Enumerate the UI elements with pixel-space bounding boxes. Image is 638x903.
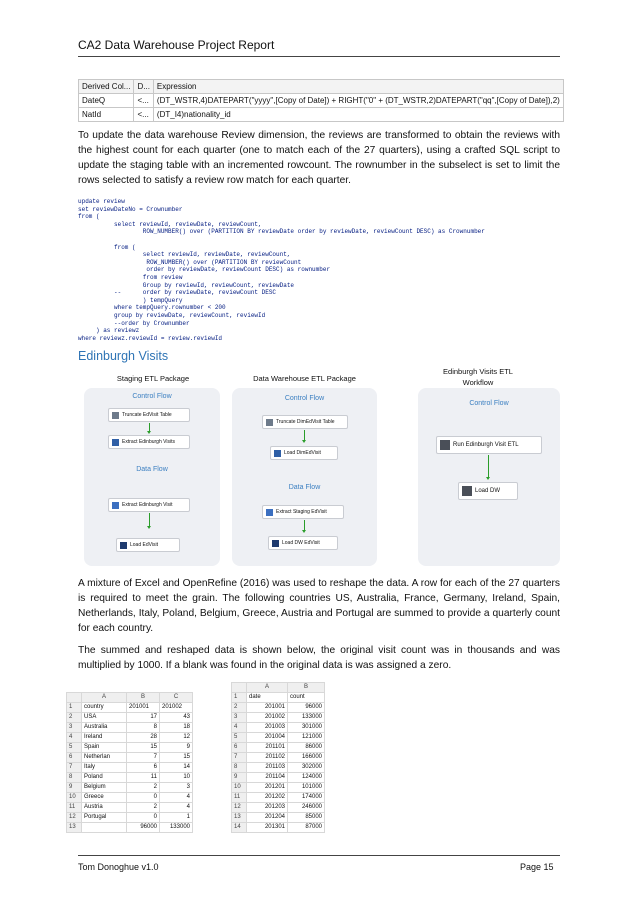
sheet-cell[interactable]: 201203: [247, 803, 288, 813]
row-header[interactable]: 12: [232, 803, 247, 813]
sheet-row: [232, 693, 325, 703]
derived-cell: DateQ: [79, 94, 134, 108]
data-path-arrow: [304, 520, 305, 530]
sheet-row: [67, 763, 193, 773]
sheet-cell[interactable]: 4: [160, 803, 193, 813]
truncate-dimedvisit-task[interactable]: [262, 415, 348, 429]
column-header-row: [232, 683, 325, 693]
sheet-row: [232, 743, 325, 753]
source-icon: [112, 502, 119, 509]
sheet-cell[interactable]: 96000: [127, 823, 160, 833]
load-dw-task[interactable]: [458, 482, 518, 500]
sheet-cell[interactable]: 201301: [247, 823, 288, 833]
derived-cell: (DT_WSTR,4)DATEPART("yyyy",[Copy of Date]) + RIGHT("0" + (DT_WSTR,2)DATEPART("qq",[Copy of Date]),2): [153, 94, 563, 108]
sheet-row: [67, 773, 193, 783]
sheet-cell[interactable]: 15: [160, 753, 193, 763]
sql-line: group by reviewDate, reviewCount, reviewId: [78, 311, 266, 319]
sql-line: from review: [78, 273, 183, 281]
row-header[interactable]: 8: [67, 773, 82, 783]
row-header[interactable]: 13: [232, 813, 247, 823]
row-header[interactable]: 8: [232, 763, 247, 773]
header-divider: [78, 56, 560, 57]
row-header[interactable]: 10: [67, 793, 82, 803]
column-header[interactable]: A: [247, 683, 288, 693]
row-header[interactable]: 3: [232, 713, 247, 723]
sheet-row: [232, 823, 325, 833]
column-header[interactable]: B: [127, 693, 160, 703]
sheet-cell[interactable]: Netherlan: [82, 753, 127, 763]
row-header[interactable]: 3: [67, 723, 82, 733]
row-header[interactable]: 5: [232, 733, 247, 743]
row-header[interactable]: 6: [232, 743, 247, 753]
sheet-cell[interactable]: Spain: [82, 743, 127, 753]
sheet-cell[interactable]: 0: [127, 813, 160, 823]
sheet-cell[interactable]: 201002: [247, 713, 288, 723]
sheet-cell[interactable]: country: [82, 703, 127, 713]
sheet-cell[interactable]: 201102: [247, 753, 288, 763]
sheet-row: [67, 823, 193, 833]
sheet-cell[interactable]: 43: [160, 713, 193, 723]
sheet-row: [67, 703, 193, 713]
derived-column-table: [78, 79, 564, 122]
sheet-cell[interactable]: 4: [160, 793, 193, 803]
data-path-arrow: [149, 513, 150, 526]
sheet-row: [232, 703, 325, 713]
derived-cell: NatId: [79, 108, 134, 122]
task-label: Extract Edinburgh Visits: [122, 439, 175, 445]
sheet-cell[interactable]: 2: [127, 783, 160, 793]
task-label: Load DW EdVisit: [282, 540, 320, 546]
task-label: Run Edinburgh Visit ETL: [453, 442, 519, 448]
sheet-cell[interactable]: 10: [160, 773, 193, 783]
workflow-panel: [418, 388, 560, 566]
sheet-cell[interactable]: 15: [127, 743, 160, 753]
footer-divider: [78, 855, 560, 856]
task-label: Load DW: [475, 488, 501, 494]
dw-control-flow-label: Control Flow: [284, 395, 325, 402]
row-header[interactable]: 12: [67, 813, 82, 823]
staging-control-flow-label: Control Flow: [132, 393, 172, 400]
column-header-row: [67, 693, 193, 703]
column-header[interactable]: [67, 693, 82, 703]
sheet-row: [67, 783, 193, 793]
sheet-cell[interactable]: Greece: [82, 793, 127, 803]
country-spreadsheet: [66, 692, 193, 833]
footer-author: Tom Donoghue v1.0: [78, 862, 159, 872]
dw-package-panel: [232, 388, 377, 566]
task-label: Truncate EdVisit Table: [122, 412, 172, 418]
sql-task-icon: [266, 419, 273, 426]
sql-line: order by reviewDate, reviewCount DESC) as rownumber: [78, 266, 331, 274]
sheet-row: [232, 783, 325, 793]
load-dw-edvisit-destination[interactable]: [268, 536, 338, 550]
row-header[interactable]: 7: [232, 753, 247, 763]
sheet-cell[interactable]: 11: [127, 773, 160, 783]
row-header[interactable]: 14: [232, 823, 247, 833]
sheet-cell[interactable]: 201103: [247, 763, 288, 773]
task-label: Load DimEdVisit: [284, 450, 321, 456]
sheet-cell[interactable]: 133000: [160, 823, 193, 833]
staging-data-flow-label: Data Flow: [136, 466, 168, 473]
sql-line: update review: [78, 198, 125, 205]
precedence-arrow: [149, 423, 150, 431]
sql-line: where reviewz.reviewId = review.reviewId: [78, 334, 223, 342]
derived-cell: <...: [134, 108, 153, 122]
row-header[interactable]: 4: [67, 733, 82, 743]
sheet-row: [232, 713, 325, 723]
sheet-cell[interactable]: 174000: [288, 793, 325, 803]
task-label: Extract Staging EdVisit: [276, 509, 327, 515]
row-header[interactable]: 2: [67, 713, 82, 723]
summary-paragraph: The summed and reshaped data is shown below, the original visit count was in thousands and was multiplied by 1000. If a blank was found in the original data is was assigned a zero.: [78, 645, 560, 671]
sheet-cell[interactable]: 201202: [247, 793, 288, 803]
row-header[interactable]: 11: [232, 793, 247, 803]
row-header[interactable]: 7: [67, 763, 82, 773]
sheet-row: [232, 723, 325, 733]
sheet-cell[interactable]: Portugal: [82, 813, 127, 823]
expression-header: Expression: [153, 80, 563, 94]
sheet-cell[interactable]: 85000: [288, 813, 325, 823]
sheet-cell[interactable]: 201001: [127, 703, 160, 713]
execute-package-icon: [462, 486, 472, 496]
sheet-row: [67, 813, 193, 823]
row-header[interactable]: 1: [232, 693, 247, 703]
sheet-row: [232, 763, 325, 773]
sheet-cell[interactable]: 7: [127, 753, 160, 763]
sheet-cell[interactable]: count: [288, 693, 325, 703]
extract-edinburgh-visits-task[interactable]: [108, 435, 190, 449]
sheet-cell[interactable]: Ireland: [82, 733, 127, 743]
sheet-cell[interactable]: USA: [82, 713, 127, 723]
row-header[interactable]: 5: [67, 743, 82, 753]
sheet-cell[interactable]: 201201: [247, 783, 288, 793]
sql-code-block: [78, 198, 560, 342]
dw-data-flow-label: Data Flow: [288, 484, 321, 491]
sheet-cell[interactable]: 2: [127, 803, 160, 813]
sql-line: select reviewId, reviewDate, reviewCount,: [78, 251, 291, 259]
sheet-row: [67, 733, 193, 743]
date-count-spreadsheet: [231, 682, 325, 833]
sheet-row: [67, 753, 193, 763]
column-header[interactable]: A: [82, 693, 127, 703]
sheet-row: [232, 773, 325, 783]
extract-edinburgh-visit-source[interactable]: [108, 498, 190, 512]
sql-line: ROW_NUMBER() over (PARTITION BY reviewCount: [78, 258, 302, 266]
data-flow-task-icon: [112, 439, 119, 446]
precedence-arrow: [488, 455, 489, 477]
row-header[interactable]: 6: [67, 753, 82, 763]
sheet-cell[interactable]: 201204: [247, 813, 288, 823]
sheet-cell[interactable]: 201002: [160, 703, 193, 713]
sheet-cell[interactable]: 28: [127, 733, 160, 743]
header-title: CA2 Data Warehouse Project Report: [78, 38, 275, 52]
task-label: Load EdVisit: [130, 542, 158, 548]
sheet-cell[interactable]: 8: [127, 723, 160, 733]
sql-line: from (: [78, 243, 136, 251]
sql-line: select reviewId, reviewDate, reviewCount,: [78, 220, 262, 228]
sheet-cell[interactable]: 302000: [288, 763, 325, 773]
sheet-row: [232, 813, 325, 823]
sheet-cell[interactable]: 201004: [247, 733, 288, 743]
derived-header-row: [79, 80, 564, 94]
sheet-row: [232, 803, 325, 813]
sheet-cell[interactable]: 6: [127, 763, 160, 773]
derived-col-header: Derived Col...: [79, 80, 134, 94]
workflow-title-line1: Edinburgh Visits ETL: [443, 367, 513, 376]
column-header[interactable]: B: [288, 683, 325, 693]
dw-package-title: Data Warehouse ETL Package: [253, 374, 356, 383]
sql-line: where tempQuery.rownumber < 200: [78, 304, 226, 312]
workflow-control-flow-label: Control Flow: [469, 400, 509, 407]
sheet-cell[interactable]: Austria: [82, 803, 127, 813]
sql-line: --order by Crownumber: [78, 319, 190, 327]
precedence-arrow: [304, 430, 305, 440]
sql-line: ROW_NUMBER() over (PARTITION BY reviewDate order by reviewDate, reviewCount DESC) as Crownumber: [78, 228, 485, 236]
sheet-cell[interactable]: Belgium: [82, 783, 127, 793]
sheet-cell[interactable]: 18: [160, 723, 193, 733]
sheet-cell[interactable]: 201003: [247, 723, 288, 733]
sheet-cell[interactable]: 1: [160, 813, 193, 823]
column-header[interactable]: [232, 683, 247, 693]
derived-cell: <...: [134, 94, 153, 108]
row-header[interactable]: 4: [232, 723, 247, 733]
derived-cell: (DT_I4)nationality_id: [153, 108, 563, 122]
sheet-cell[interactable]: 133000: [288, 713, 325, 723]
sheet-cell[interactable]: Italy: [82, 763, 127, 773]
sheet-cell[interactable]: 14: [160, 763, 193, 773]
sheet-cell[interactable]: 17: [127, 713, 160, 723]
sheet-cell[interactable]: 86000: [288, 743, 325, 753]
sql-line: set reviewDateNo = Crownumber: [78, 205, 183, 213]
sql-line: -- order by reviewDate, reviewCount DESC: [78, 289, 277, 297]
sheet-cell[interactable]: 246000: [288, 803, 325, 813]
sheet-cell[interactable]: date: [247, 693, 288, 703]
reshape-paragraph: A mixture of Excel and OpenRefine (2016) was used to reshape the data. A row for each of the 27 quarters is required to meet the grain. The following countries US, Australia, France, Germany, Ireland, Spain, Netherlands, Italy, Poland, Belgium, Greece, Austria and Portugal are summed to provide a quarterly count for each country.: [78, 578, 560, 634]
sheet-cell[interactable]: 101000: [288, 783, 325, 793]
sql-line: [78, 236, 560, 244]
sheet-cell[interactable]: 121000: [288, 733, 325, 743]
sheet-cell[interactable]: 0: [127, 793, 160, 803]
footer-page-number: Page 15: [520, 862, 554, 872]
staging-package-panel: [84, 388, 220, 566]
sql-line: Group by reviewId, reviewCount, reviewDate: [78, 281, 295, 289]
sheet-cell[interactable]: 3: [160, 783, 193, 793]
sheet-cell[interactable]: 201001: [247, 703, 288, 713]
derived-d-header: D...: [134, 80, 153, 94]
destination-icon: [272, 540, 279, 547]
row-header[interactable]: 10: [232, 783, 247, 793]
task-label: Truncate DimEdVisit Table: [276, 419, 335, 425]
row-header[interactable]: 9: [232, 773, 247, 783]
sheet-cell[interactable]: 9: [160, 743, 193, 753]
row-header[interactable]: 13: [67, 823, 82, 833]
sheet-cell[interactable]: 201101: [247, 743, 288, 753]
workflow-title-line2: Workflow: [462, 378, 494, 387]
run-edinburgh-visit-etl-task[interactable]: [436, 436, 542, 454]
review-paragraph: To update the data warehouse Review dimension, the reviews are transformed to obtain the reviews with the highest count for each quarter (one to match each of the 27 quarters), using a crafted SQL script to update the staging table with an incremented rowcount. The rownumber in the subselect is set to limit the rows selected to satisfy a review row match for each quarter.: [78, 130, 560, 186]
sheet-row: [67, 723, 193, 733]
sheet-cell[interactable]: 87000: [288, 823, 325, 833]
task-label: Extract Edinburgh Visit: [122, 502, 173, 508]
section-heading: Edinburgh Visits: [78, 349, 169, 363]
sql-line: ) as reviewz: [78, 327, 140, 335]
row-header[interactable]: 2: [232, 703, 247, 713]
row-header[interactable]: 9: [67, 783, 82, 793]
row-header[interactable]: 1: [67, 703, 82, 713]
sheet-cell[interactable]: [82, 823, 127, 833]
sheet-cell[interactable]: Poland: [82, 773, 127, 783]
row-header[interactable]: 11: [67, 803, 82, 813]
sheet-row: [232, 733, 325, 743]
derived-row: [79, 94, 564, 108]
sheet-row: [67, 803, 193, 813]
sheet-row: [67, 743, 193, 753]
sql-task-icon: [112, 412, 119, 419]
execute-package-icon: [440, 440, 450, 450]
source-icon: [266, 509, 273, 516]
column-header[interactable]: C: [160, 693, 193, 703]
load-dimedvisit-task[interactable]: [270, 446, 338, 460]
sheet-row: [67, 713, 193, 723]
sheet-cell[interactable]: 201104: [247, 773, 288, 783]
sheet-cell[interactable]: Australia: [82, 723, 127, 733]
sheet-cell[interactable]: 124000: [288, 773, 325, 783]
data-flow-task-icon: [274, 450, 281, 457]
sheet-cell[interactable]: 12: [160, 733, 193, 743]
sheet-cell[interactable]: 301000: [288, 723, 325, 733]
staging-package-title: Staging ETL Package: [116, 374, 190, 383]
load-edvisit-destination[interactable]: [116, 538, 180, 552]
derived-row: [79, 108, 564, 122]
extract-staging-edvisit-source[interactable]: [262, 505, 344, 519]
sheet-row: [67, 793, 193, 803]
sql-line: ) tempQuery: [78, 296, 183, 304]
sql-line: from (: [78, 213, 100, 221]
sheet-cell[interactable]: 96000: [288, 703, 325, 713]
sheet-row: [232, 753, 325, 763]
truncate-edvisit-task[interactable]: [108, 408, 190, 422]
destination-icon: [120, 542, 127, 549]
sheet-cell[interactable]: 166000: [288, 753, 325, 763]
sheet-row: [232, 793, 325, 803]
